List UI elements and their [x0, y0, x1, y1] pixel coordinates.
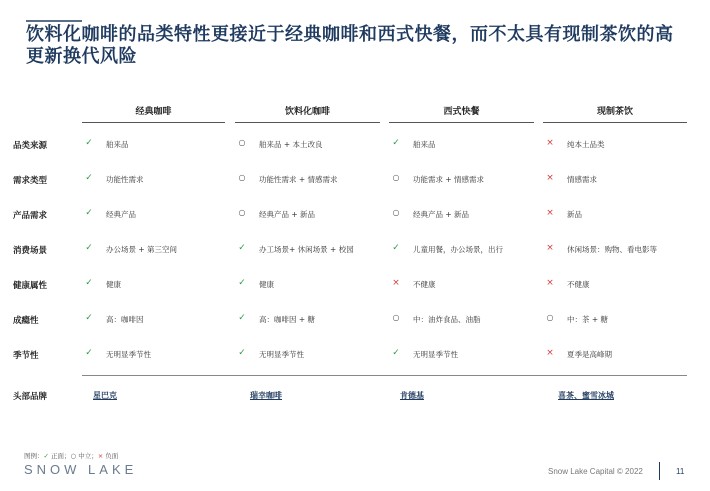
- table-cell: 功能性需求: [106, 175, 144, 184]
- column-header: 西式快餐: [443, 107, 480, 117]
- table-cell: 经典产品 + 新品: [413, 210, 470, 219]
- column-header-underline: [389, 122, 534, 123]
- table-cell: 夏季是高峰期: [567, 350, 612, 359]
- brand-name: 瑞幸咖啡: [250, 391, 282, 400]
- brands-row-label: 头部品牌: [13, 392, 48, 402]
- table-cell: 无明显季节性: [259, 350, 304, 359]
- cross-icon: ×: [392, 278, 400, 288]
- table-cell: 休闲场景：购物、看电影等: [567, 245, 657, 254]
- check-icon: ✓: [85, 243, 93, 253]
- check-icon: ✓: [238, 243, 246, 253]
- check-icon: ✓: [392, 243, 400, 253]
- column-header-underline: [82, 122, 225, 123]
- row-label: 季节性: [13, 351, 39, 361]
- table-cell: 舶来品: [413, 140, 436, 149]
- check-icon: ✓: [85, 278, 93, 288]
- legend-circle-icon: ○: [70, 452, 77, 460]
- legend-circle-label: 中立；: [76, 452, 98, 460]
- circle-icon: ○: [392, 313, 400, 322]
- circle-icon: ○: [392, 173, 400, 182]
- table-cell: 功能性需求 + 情感需求: [259, 175, 338, 184]
- table-cell: 纯本土品类: [567, 140, 605, 149]
- column-header: 经典咖啡: [135, 107, 172, 117]
- check-icon: ✓: [85, 348, 93, 358]
- column-header-underline: [543, 122, 687, 123]
- cross-icon: ×: [546, 138, 554, 148]
- table-cell: 舶来品 + 本土改良: [259, 140, 323, 149]
- table-cell: 不健康: [413, 280, 436, 289]
- cross-icon: ×: [546, 348, 554, 358]
- legend-prefix: 图例：: [24, 452, 44, 460]
- row-label: 品类来源: [13, 141, 48, 151]
- brand-name: 星巴克: [93, 391, 117, 400]
- check-icon: ✓: [392, 348, 400, 358]
- check-icon: ✓: [85, 173, 93, 183]
- title-accent-bar: [26, 20, 82, 22]
- brand-name: 喜茶、蜜雪冰城: [558, 391, 614, 400]
- legend-check-icon: ✓: [43, 452, 49, 460]
- row-label: 消费场景: [13, 246, 48, 256]
- table-cell: 高：咖啡因: [106, 315, 144, 324]
- row-label: 成瘾性: [13, 316, 39, 326]
- legend-check-label: 正面；: [48, 452, 71, 460]
- table-cell: 中：油炸食品、油脂: [413, 315, 481, 324]
- check-icon: ✓: [85, 138, 93, 148]
- table-cell: 经典产品: [106, 210, 136, 219]
- brands-divider: [82, 375, 687, 376]
- circle-icon: ○: [392, 208, 400, 217]
- circle-icon: ○: [238, 208, 246, 217]
- table-cell: 舶来品: [106, 140, 129, 149]
- column-header: 现制茶饮: [596, 107, 633, 117]
- table-cell: 健康: [106, 280, 121, 289]
- table-cell: 无明显季节性: [106, 350, 151, 359]
- cross-icon: ×: [546, 243, 554, 253]
- circle-icon: ○: [238, 173, 246, 182]
- cross-icon: ×: [546, 173, 554, 183]
- check-icon: ✓: [238, 348, 246, 358]
- circle-icon: ○: [238, 138, 246, 147]
- table-cell: 新品: [567, 210, 582, 219]
- row-label: 产品需求: [13, 211, 48, 221]
- check-icon: ✓: [85, 313, 93, 323]
- column-header-underline: [235, 122, 380, 123]
- table-cell: 中：茶 + 糖: [567, 315, 609, 324]
- row-label: 健康属性: [13, 281, 48, 291]
- circle-icon: ○: [546, 313, 554, 322]
- table-cell: 高：咖啡因 + 糖: [259, 315, 316, 324]
- table-cell: 办工场景+ 休闲场景 + 校园: [259, 245, 354, 254]
- cross-icon: ×: [546, 208, 554, 218]
- snow-lake-logo: SNOW LAKE: [24, 462, 138, 477]
- column-header: 饮料化咖啡: [284, 107, 330, 117]
- footer-copyright: Snow Lake Capital © 2022: [548, 467, 643, 476]
- table-cell: 不健康: [567, 280, 590, 289]
- check-icon: ✓: [238, 278, 246, 288]
- row-label: 需求类型: [13, 176, 48, 186]
- table-cell: 健康: [259, 280, 274, 289]
- table-cell: 办公场景 + 第三空间: [106, 245, 178, 254]
- page-title: 饮料化咖啡的品类特性更接近于经典咖啡和西式快餐，而不太具有现制茶饮的高更新换代风险: [26, 24, 674, 67]
- footer-divider: [659, 462, 660, 480]
- check-icon: ✓: [238, 313, 246, 323]
- table-cell: 情感需求: [567, 175, 597, 184]
- legend-cross-label: 负面: [103, 452, 119, 460]
- brand-name: 肯德基: [400, 391, 424, 400]
- table-cell: 无明显季节性: [413, 350, 458, 359]
- legend-cross-icon: ×: [97, 452, 104, 460]
- check-icon: ✓: [85, 208, 93, 218]
- table-cell: 儿童用餐，办公场景，出行: [413, 245, 503, 254]
- table-cell: 功能需求 + 情感需求: [413, 175, 485, 184]
- check-icon: ✓: [392, 138, 400, 148]
- cross-icon: ×: [546, 278, 554, 288]
- page-number: 11: [676, 467, 685, 476]
- table-cell: 经典产品 + 新品: [259, 210, 316, 219]
- legend: [24, 451, 118, 460]
